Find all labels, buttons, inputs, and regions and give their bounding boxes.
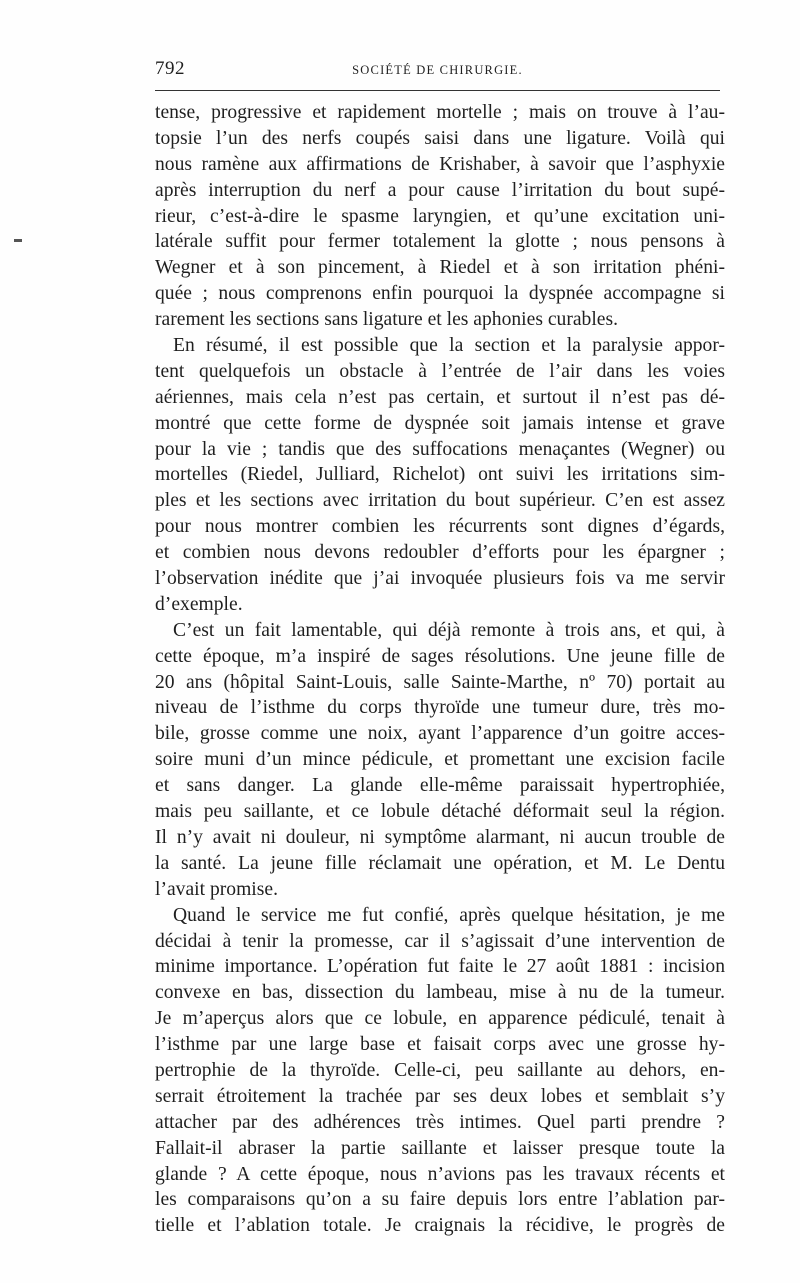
text-line: niveau de l’isthme du corps thyroïde une tumeur dure, très mo- (155, 697, 725, 719)
text-line: glande ? A cette époque, nous n’avions pas les travaux récents et (155, 1163, 725, 1185)
text-line: la santé. La jeune fille réclamait une opération, et M. Le Dentu (155, 852, 725, 874)
text-line: pour la vie ; tandis que des suffocations menaçantes (Wegner) ou (155, 438, 725, 460)
text-line: attacher par des adhérences très intimes. Quel parti prendre ? (155, 1111, 725, 1133)
text-line: les comparaisons qu’on a su faire depuis lors entre l’ablation par- (155, 1189, 725, 1211)
text-line: après interruption du nerf a pour cause l’irritation du bout supé- (155, 179, 725, 201)
text-line: l’observation inédite que j’ai invoquée plusieurs fois va me servir (155, 568, 725, 590)
text-line: pertrophie de la thyroïde. Celle-ci, peu saillante au dehors, en- (155, 1059, 725, 1081)
text-line: tense, progressive et rapidement mortelle ; mais on trouve à l’au- (155, 102, 725, 123)
text-line: soire muni d’un mince pédicule, et promettant une excision facile (155, 749, 725, 771)
margin-mark (14, 239, 22, 242)
text-line: pour nous montrer combien les récurrents sont dignes d’égards, (155, 516, 725, 538)
text-line: Quand le service me fut confié, après quelque hésitation, je me (173, 904, 725, 926)
text-line: Wegner et à son pincement, à Riedel et à son irritation phéni- (155, 257, 725, 279)
text-line: ples et les sections avec irritation du bout supérieur. C’en est assez (155, 490, 725, 512)
text-line: cette époque, m’a inspiré de sages résolutions. Une jeune fille de (155, 645, 725, 667)
text-line: tent quelquefois un obstacle à l’entrée de l’air dans les voies (155, 360, 725, 382)
text-line: latérale suffit pour fermer totalement la glotte ; nous pensons à (155, 231, 725, 253)
text-line: mortelles (Riedel, Julliard, Richelot) ont suivi les irritations sim- (155, 464, 725, 486)
text-line: nous ramène aux affirmations de Krishaber, à savoir que l’asphyxie (155, 153, 725, 175)
text-line: Fallait-il abraser la partie saillante et laisser presque toute la (155, 1137, 725, 1159)
text-line: décidai à tenir la promesse, car il s’agissait d’une intervention de (155, 930, 725, 952)
text-line: mais peu saillante, et ce lobule détaché déformait seul la région. (155, 801, 725, 823)
text-line: Il n’y avait ni douleur, ni symptôme alarmant, ni aucun trouble de (155, 826, 725, 848)
text-line: minime importance. L’opération fut faite le 27 août 1881 : incision (155, 956, 725, 978)
running-head: SOCIÉTÉ DE CHIRURGIE. (352, 63, 523, 77)
text-line: convexe en bas, dissection du lambeau, mise à nu de la tumeur. (155, 982, 725, 1004)
text-line: En résumé, il est possible que la section et la paralysie appor- (173, 335, 725, 357)
page-number: 792 (155, 58, 185, 79)
text-line: serrait étroitement la trachée par ses deux lobes et semblait s’y (155, 1085, 725, 1107)
text-line: l’isthme par une large base et faisait corps avec une grosse hy- (155, 1034, 725, 1056)
text-line: rarement les sections sans ligature et les aphonies curables. (155, 309, 619, 331)
text-line: C’est un fait lamentable, qui déjà remonte à trois ans, et qui, à (173, 619, 725, 641)
text-line: aériennes, mais cela n’est pas certain, et surtout il n’est pas dé- (155, 386, 725, 408)
header-rule (155, 90, 720, 91)
text-line: bile, grosse comme une noix, ayant l’apparence d’un goitre acces- (155, 723, 725, 745)
page-header (155, 58, 720, 82)
text-line: Je m’aperçus alors que ce lobule, en apparence pédiculé, tenait à (155, 1008, 725, 1030)
text-line: quée ; nous comprenons enfin pourquoi la dyspnée accompagne si (155, 283, 725, 305)
text-line: et combien nous devons redoubler d’efforts pour les épargner ; (155, 542, 725, 564)
text-line: et sans danger. La glande elle-même paraissait hypertrophiée, (155, 775, 725, 797)
text-line: topsie l’un des nerfs coupés saisi dans une ligature. Voilà qui (155, 127, 725, 149)
text-line: tielle et l’ablation totale. Je craignais la récidive, le progrès de (155, 1215, 725, 1237)
text-line: rieur, c’est-à-dire le spasme laryngien, et qu’une excitation uni- (155, 205, 725, 227)
text-line: 20 ans (hôpital Saint-Louis, salle Sainte-Marthe, nº 70) portait au (155, 671, 725, 693)
text-line: montré que cette forme de dyspnée soit jamais intense et grave (155, 412, 725, 434)
body-text (155, 100, 725, 1239)
text-line: d’exemple. (155, 593, 243, 615)
text-line: l’avait promise. (155, 878, 278, 900)
